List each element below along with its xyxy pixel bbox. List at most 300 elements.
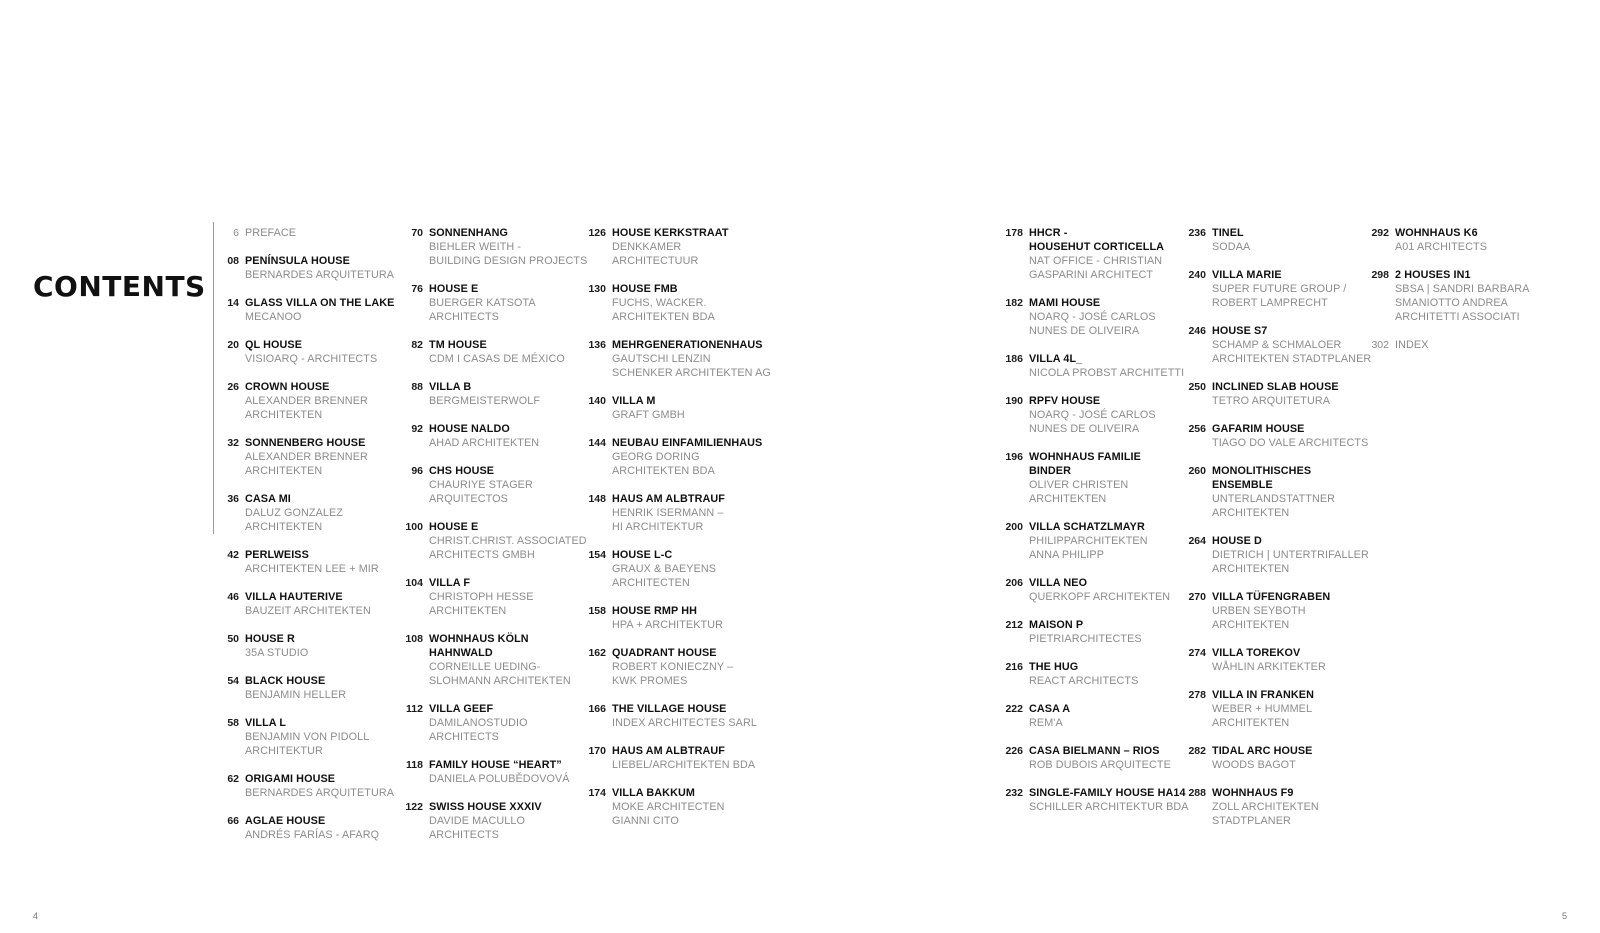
architect-name: ARQUITECTOS — [429, 493, 508, 505]
toc-entry[interactable] — [210, 814, 394, 842]
toc-entry[interactable] — [394, 380, 587, 408]
project-title: PENÍNSULA HOUSE — [245, 255, 350, 267]
architect-name: REACT ARCHITECTS — [1029, 675, 1139, 687]
architect-name: SCHILLER ARCHITEKTUR BDA — [1029, 801, 1189, 813]
page-number: 174 — [588, 787, 606, 799]
page-number: 186 — [1005, 353, 1023, 365]
architect-name: BERNARDES ARQUITETURA — [245, 787, 395, 799]
project-title: CASA BIELMANN – RIOS — [1029, 745, 1160, 757]
project-title: WOHNHAUS KÖLN HAHNWALD — [429, 633, 529, 659]
project-title: CASA A — [1029, 703, 1071, 715]
architect-name: ALEXANDER BRENNER — [245, 395, 368, 407]
toc-entry[interactable] — [210, 492, 394, 534]
toc-entry[interactable] — [210, 716, 394, 758]
architect-name: ANNA PHILIPP — [1029, 549, 1105, 561]
toc-entry[interactable] — [1360, 226, 1530, 254]
project-title: HOUSE L-C — [612, 549, 673, 561]
page-number: 42 — [227, 549, 239, 561]
toc-entry[interactable] — [394, 282, 587, 324]
toc-entry[interactable] — [577, 394, 771, 422]
project-title: MONOLITHISCHES ENSEMBLE — [1212, 465, 1312, 491]
architect-name: 35A STUDIO — [245, 647, 309, 659]
page-number: 130 — [588, 283, 606, 295]
page-number: 20 — [227, 339, 239, 351]
architect-name: TETRO ARQUITETURA — [1212, 395, 1331, 407]
page-number: 170 — [588, 745, 606, 757]
toc-column-2 — [394, 226, 587, 856]
page-number: 178 — [1005, 227, 1023, 239]
project-title: CHS HOUSE — [429, 465, 495, 477]
toc-entry[interactable] — [994, 394, 1189, 436]
architect-name: CORNEILLE UEDING- — [429, 661, 541, 673]
architect-name: SLOHMANN ARCHITEKTEN — [429, 675, 571, 687]
project-title: GLASS VILLA ON THE LAKE — [245, 297, 395, 309]
page-number: 274 — [1188, 647, 1206, 659]
page-number: 50 — [227, 633, 239, 645]
project-title: THE VILLAGE HOUSE — [612, 703, 727, 715]
project-title: INDEX — [1395, 339, 1429, 351]
architect-name: ARCHITEKTEN — [245, 521, 323, 533]
architect-name: NOARQ - JOSÉ CARLOS — [1029, 409, 1156, 421]
project-title: FAMILY HOUSE “HEART” — [429, 759, 562, 771]
project-title: PERLWEISS — [245, 549, 309, 561]
architect-name: GEORG DORING — [612, 451, 700, 463]
toc-entry[interactable] — [1177, 590, 1371, 632]
architect-name: ARCHITECTS — [429, 829, 499, 841]
project-title: NEUBAU EINFAMILIENHAUS — [612, 437, 763, 449]
project-title: GAFARIM HOUSE — [1212, 423, 1305, 435]
architect-name: ARCHITEKTEN LEE + MIR — [245, 563, 379, 575]
page-number-right: 5 — [1562, 911, 1568, 921]
toc-entry[interactable] — [994, 660, 1189, 688]
architect-name: ARCHITEKTEN BDA — [612, 465, 715, 477]
architect-name: WOODS BAGOT — [1212, 759, 1296, 771]
architect-name: ANDRÉS FARÍAS - AFARQ — [245, 829, 380, 841]
page-number: 6 — [233, 227, 239, 239]
toc-entry[interactable] — [210, 338, 394, 366]
page-number: 190 — [1005, 395, 1023, 407]
toc-entry[interactable] — [577, 702, 771, 730]
page-number: 226 — [1005, 745, 1023, 757]
architect-name: CHAURIYE STAGER — [429, 479, 533, 491]
page-number: 264 — [1188, 535, 1206, 547]
page-number: 158 — [588, 605, 606, 617]
project-title: SONNENBERG HOUSE — [245, 437, 366, 449]
page-number: 92 — [411, 423, 423, 435]
page-number: 26 — [227, 381, 239, 393]
page-number: 96 — [411, 465, 423, 477]
architect-name: GASPARINI ARCHITECT — [1029, 269, 1154, 281]
project-title: HAUS AM ALBTRAUF — [612, 745, 725, 757]
project-title: HOUSE R — [245, 633, 295, 645]
toc-entry[interactable] — [210, 296, 394, 324]
page-number: 14 — [227, 297, 239, 309]
project-title: ORIGAMI HOUSE — [245, 773, 336, 785]
project-title: THE HUG — [1029, 661, 1079, 673]
toc-entry[interactable] — [1177, 786, 1371, 828]
project-title: HOUSE NALDO — [429, 423, 510, 435]
page-number: 196 — [1005, 451, 1023, 463]
project-title: INCLINED SLAB HOUSE — [1212, 381, 1339, 393]
project-title: VILLA NEO — [1029, 577, 1088, 589]
toc-entry[interactable] — [1177, 534, 1371, 576]
architect-name: BUILDING DESIGN PROJECTS — [429, 255, 588, 267]
architect-name: OLIVER CHRISTEN — [1029, 479, 1129, 491]
project-title: QUADRANT HOUSE — [612, 647, 717, 659]
architect-name: SBSA | SANDRI BARBARA — [1395, 283, 1530, 295]
project-title: HAUS AM ALBTRAUF — [612, 493, 725, 505]
architect-name: ARCHITECTEN — [612, 577, 690, 589]
architect-name: SCHENKER ARCHITEKTEN AG — [612, 367, 771, 379]
toc-entry[interactable] — [994, 744, 1189, 772]
toc-entry[interactable] — [994, 352, 1189, 380]
page-number: 66 — [227, 815, 239, 827]
architect-name: DANIELA POLUBĚDOVOVÁ — [429, 773, 570, 785]
architect-name: BUERGER KATSOTA — [429, 297, 536, 309]
project-title: VILLA B — [429, 381, 472, 393]
architect-name: STADTPLANER — [1212, 815, 1291, 827]
architect-name: ARCHITEKTEN — [1212, 619, 1290, 631]
architect-name: BENJAMIN HELLER — [245, 689, 347, 701]
page-number: 246 — [1188, 325, 1206, 337]
toc-entry[interactable] — [994, 226, 1189, 282]
architect-name: GRAUX & BAEYENS — [612, 563, 717, 575]
page-number: 76 — [411, 283, 423, 295]
toc-entry[interactable] — [394, 226, 587, 268]
page-number: 288 — [1188, 787, 1206, 799]
architect-name: ARCHITEKTUR — [245, 745, 323, 757]
architect-name: ZOLL ARCHITEKTEN — [1212, 801, 1319, 813]
architect-name: QUERKOPF ARCHITEKTEN — [1029, 591, 1171, 603]
page-number: 36 — [227, 493, 239, 505]
toc-entry[interactable] — [994, 296, 1189, 338]
toc-entry[interactable] — [210, 674, 394, 702]
toc-entry[interactable] — [1177, 422, 1371, 450]
architect-name: ARCHITECTS — [429, 731, 499, 743]
toc-entry[interactable] — [994, 786, 1189, 814]
toc-entry[interactable] — [1177, 380, 1371, 408]
page-number: 136 — [588, 339, 606, 351]
page-number: 250 — [1188, 381, 1206, 393]
architect-name: WEBER + HUMMEL — [1212, 703, 1313, 715]
project-title: PREFACE — [245, 227, 297, 239]
page-number-left: 4 — [33, 911, 39, 921]
page-number: 240 — [1188, 269, 1206, 281]
architect-name: SMANIOTTO ANDREA — [1395, 297, 1508, 309]
project-title: VILLA TOREKOV — [1212, 647, 1301, 659]
page-number: 278 — [1188, 689, 1206, 701]
project-title: HOUSE E — [429, 283, 479, 295]
toc-column-1 — [210, 226, 394, 856]
page-title: CONTENTS — [33, 270, 206, 303]
page-number: 298 — [1371, 269, 1389, 281]
toc-entry[interactable] — [994, 520, 1189, 562]
page-number: 144 — [588, 437, 606, 449]
architect-name: TIAGO DO VALE ARCHITECTS — [1212, 437, 1369, 449]
project-title: HOUSE RMP HH — [612, 605, 697, 617]
page-number: 140 — [588, 395, 606, 407]
toc-entry[interactable] — [577, 492, 771, 534]
architect-name: KWK PROMES — [612, 675, 688, 687]
toc-entry[interactable] — [994, 576, 1189, 604]
toc-entry[interactable] — [1177, 744, 1371, 772]
architect-name: BIEHLER WEITH - — [429, 241, 522, 253]
toc-entry[interactable] — [994, 702, 1189, 730]
architect-name: ARCHITECTS GMBH — [429, 549, 535, 561]
toc-entry[interactable] — [210, 226, 394, 240]
architect-name: URBEN SEYBOTH — [1212, 605, 1306, 617]
page-number: 108 — [405, 633, 423, 645]
project-title: TIDAL ARC HOUSE — [1212, 745, 1313, 757]
project-title: CASA MI — [245, 493, 291, 505]
architect-name: BERGMEISTERWOLF — [429, 395, 541, 407]
architect-name: NAT OFFICE - CHRISTIAN — [1029, 255, 1163, 267]
toc-entry[interactable] — [1177, 646, 1371, 674]
page-number: 216 — [1005, 661, 1023, 673]
architect-name: ARCHITEKTEN — [429, 605, 507, 617]
architect-name: DAVIDE MACULLO — [429, 815, 525, 827]
architect-name: BENJAMIN VON PIDOLL — [245, 731, 370, 743]
project-title: VILLA BAKKUM — [612, 787, 695, 799]
architect-name: MECANOO — [245, 311, 302, 323]
page-number: 08 — [227, 255, 239, 267]
architect-name: FUCHS, WACKER. — [612, 297, 707, 309]
page-number: 200 — [1005, 521, 1023, 533]
page-number: 118 — [406, 759, 423, 771]
toc-entry[interactable] — [210, 436, 394, 478]
page-number: 126 — [588, 227, 606, 239]
architect-name: PHILIPPARCHITEKTEN — [1029, 535, 1148, 547]
project-title: MAMI HOUSE — [1029, 297, 1101, 309]
project-title: SINGLE-FAMILY HOUSE HA14 — [1029, 787, 1186, 799]
toc-entry[interactable] — [994, 450, 1189, 506]
toc-entry[interactable] — [394, 632, 587, 688]
architect-name: WÅHLIN ARKITEKTER — [1212, 661, 1326, 673]
toc-entry[interactable] — [210, 254, 394, 282]
toc-entry[interactable] — [210, 590, 394, 618]
page-number: 82 — [411, 339, 423, 351]
architect-name: ARCHITEKTEN — [1212, 507, 1290, 519]
architect-name: VISIOARQ - ARCHITECTS — [245, 353, 378, 365]
architect-name: AHAD ARCHITEKTEN — [429, 437, 540, 449]
project-title: TINEL — [1212, 227, 1244, 239]
architect-name: CHRIST.CHRIST. ASSOCIATED — [429, 535, 587, 547]
page-number: 62 — [227, 773, 239, 785]
page-number: 270 — [1188, 591, 1206, 603]
toc-entry[interactable] — [1177, 464, 1371, 520]
architect-name: HPA + ARCHITEKTUR — [612, 619, 723, 631]
architect-name: GAUTSCHI LENZIN — [612, 353, 711, 365]
toc-entry[interactable] — [577, 786, 771, 828]
project-title: MEHRGENERATIONENHAUS — [612, 339, 763, 351]
architect-name: NICOLA PROBST ARCHITETTI — [1029, 367, 1185, 379]
architect-name: GRAFT GMBH — [612, 409, 685, 421]
architect-name: NOARQ - JOSÉ CARLOS — [1029, 311, 1156, 323]
project-title: VILLA M — [612, 395, 656, 407]
toc-column-6 — [1360, 226, 1530, 366]
project-title: TM HOUSE — [429, 339, 487, 351]
toc-entry[interactable] — [577, 744, 771, 772]
toc-entry[interactable] — [577, 436, 771, 478]
toc-entry[interactable] — [394, 520, 587, 562]
architect-name: ARCHITECTUUR — [612, 255, 699, 267]
project-title: WOHNHAUS FAMILIE BINDER — [1029, 451, 1141, 477]
architect-name: HENRIK ISERMANN – — [612, 507, 724, 519]
page-number: 154 — [588, 549, 606, 561]
toc-entry[interactable] — [1360, 338, 1530, 352]
project-title: VILLA GEEF — [429, 703, 494, 715]
project-title: VILLA MARIE — [1212, 269, 1282, 281]
project-title: MAISON P — [1029, 619, 1084, 631]
toc-entry[interactable] — [394, 702, 587, 744]
page-number: 256 — [1188, 423, 1206, 435]
architect-name: ARCHITECTS — [429, 311, 499, 323]
page-number: 88 — [411, 381, 423, 393]
architect-name: DENKKAMER — [612, 241, 682, 253]
project-title: QL HOUSE — [245, 339, 302, 351]
project-title: CROWN HOUSE — [245, 381, 330, 393]
project-title: HOUSE E — [429, 521, 479, 533]
project-title: HOUSE D — [1212, 535, 1262, 547]
project-title: AGLAE HOUSE — [245, 815, 326, 827]
architect-name: DIETRICH | UNTERTRIFALLER — [1212, 549, 1369, 561]
architect-name: ARCHITEKTEN — [245, 465, 323, 477]
toc-entry[interactable] — [394, 338, 587, 366]
project-title: RPFV HOUSE — [1029, 395, 1101, 407]
toc-entry[interactable] — [577, 548, 771, 590]
page-number: 182 — [1005, 297, 1023, 309]
toc-entry[interactable] — [394, 800, 587, 842]
toc-column-4 — [994, 226, 1189, 828]
toc-entry[interactable] — [394, 464, 587, 506]
page-number: 292 — [1371, 227, 1389, 239]
architect-name: SCHAMP & SCHMALOER — [1212, 339, 1342, 351]
architect-name: ARCHITEKTEN BDA — [612, 311, 715, 323]
architect-name: ARCHITEKTEN — [245, 409, 323, 421]
project-title: 2 HOUSES IN1 — [1395, 269, 1471, 281]
page-number: 260 — [1188, 465, 1206, 477]
architect-name: ROBERT LAMPRECHT — [1212, 297, 1328, 309]
project-title: VILLA L — [245, 717, 287, 729]
architect-name: SUPER FUTURE GROUP / — [1212, 283, 1347, 295]
project-title: VILLA 4L_ — [1029, 353, 1083, 365]
toc-entry[interactable] — [577, 646, 771, 688]
page-number: 206 — [1005, 577, 1023, 589]
toc-entry[interactable] — [577, 282, 771, 324]
architect-name: NUNES DE OLIVEIRA — [1029, 423, 1140, 435]
project-title: HOUSE S7 — [1212, 325, 1268, 337]
page-number: 148 — [588, 493, 606, 505]
page-number: 282 — [1188, 745, 1206, 757]
page-number: 236 — [1188, 227, 1206, 239]
page-number: 58 — [227, 717, 239, 729]
toc-column-5 — [1177, 226, 1371, 842]
architect-name: ARCHITEKTEN — [1212, 563, 1290, 575]
page-number: 104 — [405, 577, 423, 589]
project-title: VILLA F — [429, 577, 471, 589]
architect-name: DALUZ GONZALEZ — [245, 507, 343, 519]
architect-name: NUNES DE OLIVEIRA — [1029, 325, 1140, 337]
toc-entry[interactable] — [394, 576, 587, 618]
page-number: 112 — [406, 703, 423, 715]
architect-name: BERNARDES ARQUITETURA — [245, 269, 395, 281]
toc-entry[interactable] — [577, 338, 771, 380]
architect-name: ARCHITETTI ASSOCIATI — [1395, 311, 1520, 323]
architect-name: INDEX ARCHITECTES SARL — [612, 717, 757, 729]
project-title: SWISS HOUSE XXXIV — [429, 801, 542, 813]
architect-name: ARCHITEKTEN STADTPLANER — [1212, 353, 1372, 365]
project-title: WOHNHAUS K6 — [1395, 227, 1478, 239]
project-title: VILLA HAUTERIVE — [245, 591, 343, 603]
toc-entry[interactable] — [210, 772, 394, 800]
project-title: VILLA SCHATZLMAYR — [1029, 521, 1145, 533]
page-number: 232 — [1005, 787, 1023, 799]
page-number: 54 — [227, 675, 239, 687]
toc-entry[interactable] — [577, 604, 771, 632]
page-number: 212 — [1005, 619, 1023, 631]
toc-entry[interactable] — [1177, 324, 1371, 366]
page-number: 302 — [1371, 339, 1389, 351]
architect-name: PIETRIARCHITECTES — [1029, 633, 1142, 645]
architect-name: ROBERT KONIECZNY – — [612, 661, 734, 673]
page-number: 122 — [405, 801, 423, 813]
project-title: HOUSE FMB — [612, 283, 678, 295]
architect-name: SODAA — [1212, 241, 1251, 253]
toc-entry[interactable] — [1177, 226, 1371, 254]
architect-name: HI ARCHITEKTUR — [612, 521, 704, 533]
toc-entry[interactable] — [210, 632, 394, 660]
architect-name: MOKE ARCHITECTEN — [612, 801, 725, 813]
page-number: 222 — [1005, 703, 1023, 715]
project-title: BLACK HOUSE — [245, 675, 326, 687]
toc-entry[interactable] — [994, 618, 1189, 646]
toc-entry[interactable] — [1360, 268, 1530, 324]
architect-name: GIANNI CITO — [612, 815, 679, 827]
architect-name: ARCHITEKTEN — [1029, 493, 1107, 505]
toc-entry[interactable] — [1177, 268, 1371, 310]
page-number: 46 — [227, 591, 239, 603]
toc-entry[interactable] — [394, 422, 587, 450]
page-number: 162 — [588, 647, 606, 659]
toc-column-3 — [577, 226, 771, 842]
project-title: VILLA TÜFENGRABEN — [1212, 591, 1331, 603]
toc-entry[interactable] — [210, 380, 394, 422]
architect-name: LIEBEL/ARCHITEKTEN BDA — [612, 759, 756, 771]
architect-name: ALEXANDER BRENNER — [245, 451, 368, 463]
architect-name: CHRISTOPH HESSE — [429, 591, 534, 603]
toc-entry[interactable] — [210, 548, 394, 576]
page-number: 166 — [588, 703, 606, 715]
project-title: HOUSE KERKSTRAAT — [612, 227, 729, 239]
project-title: HHCR - HOUSEHUT CORTICELLA — [1029, 227, 1165, 253]
project-title: VILLA IN FRANKEN — [1212, 689, 1314, 701]
architect-name: CDM I CASAS DE MÉXICO — [429, 353, 565, 365]
page-number: 32 — [227, 437, 239, 449]
page-number: 70 — [411, 227, 423, 239]
toc-entry[interactable] — [577, 226, 771, 268]
architect-name: ROB DUBOIS ARQUITECTE — [1029, 759, 1171, 771]
toc-entry[interactable] — [1177, 688, 1371, 730]
architect-name: UNTERLANDSTATTNER — [1212, 493, 1336, 505]
toc-entry[interactable] — [394, 758, 587, 786]
project-title: SONNENHANG — [429, 227, 508, 239]
page-number: 100 — [405, 521, 423, 533]
architect-name: A01 ARCHITECTS — [1395, 241, 1487, 253]
architect-name: REM'A — [1029, 717, 1063, 729]
project-title: WOHNHAUS F9 — [1212, 787, 1294, 799]
architect-name: BAUZEIT ARCHITEKTEN — [245, 605, 371, 617]
architect-name: ARCHITEKTEN — [1212, 717, 1290, 729]
